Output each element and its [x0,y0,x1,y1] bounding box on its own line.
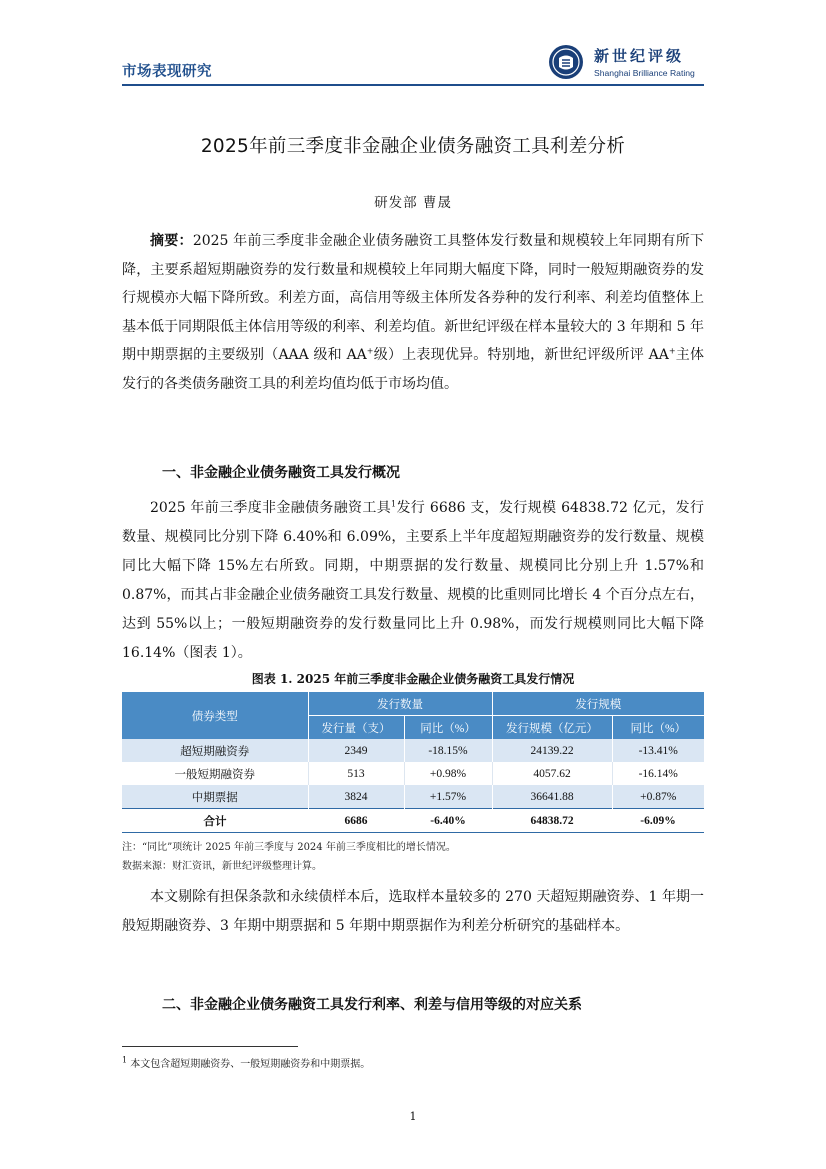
table-cell: -18.15% [404,739,492,762]
table-cell: +0.98% [404,762,492,785]
footnote-divider [122,1046,298,1047]
abstract-sup-2: + [668,346,676,356]
abstract-paragraph [122,227,704,399]
document-author: 研发部 曹晟 [374,195,452,211]
table-header-group-count: 发行数量 [308,692,492,716]
header-brand-name: 新世纪评级 [594,47,685,65]
footnote-ref-1[interactable]: 1 [391,499,397,509]
section-1-paragraph [122,494,704,668]
table-row [122,762,704,785]
table-cell: 4057.62 [492,762,612,785]
table-cell: -16.14% [612,762,704,785]
abstract-text-3: 主体发行的各类债务融资工具的利差均值均低于市场均值。 [122,347,705,392]
table-cell: 6686 [308,809,404,833]
table-cell: -13.41% [612,739,704,762]
abstract-text-1: 2025 年前三季度非金融企业债务融资工具整体发行数量和规模较上年同期有所下降，主要系超短期融资券的发行数量和规模较上年同期大幅度下降，同时一般短期融资券的发行规模亦大幅下降所致。利差方面，高信用等级主体所发各券种的发行利率、利差均值整体上基本低于同期限低主体信用等级的利率、利差均值。新世纪评级在样本量较大的 3 年期和 5 年期中期票据的主要级别（AAA 级和 AA [122,233,705,364]
table-row-total [122,809,704,833]
table-cell: 513 [308,762,404,785]
footnote-mark: 1 [122,1055,128,1065]
table-source: 数据来源：财汇资讯，新世纪评级整理计算。 [122,861,322,872]
table-cell-type: 中期票据 [122,785,308,809]
table-subheader: 发行规模（亿元） [492,716,612,740]
table-cell-type: 一般短期融资券 [174,768,255,781]
table-cell: 24139.22 [492,739,612,762]
footnote-text: 本文包含超短期融资券、一般短期融资券和中期票据。 [130,1059,371,1070]
table-header-type: 债券类型 [122,692,308,739]
table-cell: 36641.88 [492,785,612,809]
table-note: 注：“同比”项统计 2025 年前三季度与 2024 年前三季度相比的增长情况。 [122,842,456,853]
sample-paragraph: 本文剔除有担保条款和永续债样本后，选取样本量较多的 270 天超短期融资券、1 年期一般短期融资券、3 年期中期票据和 5 年期中期票据作为利差分析研究的基础样本。 [122,889,704,934]
table-row [122,785,704,809]
table-row [122,739,704,762]
header-section-title: 市场表现研究 [122,64,212,80]
document-title: 2025年前三季度非金融企业债务融资工具利差分析 [200,136,626,157]
abstract-text-2: 级）上表现优异。特别地，新世纪评级所评 AA [373,347,669,364]
section-1-text-a: 2025 年前三季度非金融债务融资工具 [150,500,392,516]
table-subheader: 同比（%） [404,716,492,740]
table-header-group-scale: 发行规模 [492,692,704,716]
table-cell: +0.87% [612,785,704,809]
brilliance-logo-icon [548,44,584,80]
header-brand-subtitle: Shanghai Brilliance Rating [594,68,695,78]
table-caption: 图表 1. 2025 年前三季度非金融企业债务融资工具发行情况 [251,672,575,686]
table-cell-type: 合计 [122,809,308,833]
table-cell: -6.40% [404,809,492,833]
section-1-heading: 一、非金融企业债务融资工具发行概况 [162,465,400,481]
section-2-heading: 二、非金融企业债务融资工具发行利率、利差与信用等级的对应关系 [162,997,582,1013]
footnote [122,1055,370,1070]
abstract-sup-1: + [366,346,374,356]
header-divider [122,84,704,86]
issuance-table [122,692,704,833]
table-subheader: 同比（%） [612,716,704,740]
table-cell: +1.57% [404,785,492,809]
page-number: 1 [409,1110,417,1123]
table-subheader: 发行量（支） [308,716,404,740]
table-cell: 3824 [308,785,404,809]
table-cell: 64838.72 [492,809,612,833]
table-cell: -6.09% [612,809,704,833]
table-cell: 2349 [308,739,404,762]
section-1-text-b: 发行 6686 支，发行规模 64838.72 亿元，发行数量、规模同比分别下降 6.40%和 6.09%，主要系上半年度超短期融资券的发行数量、规模同比大幅下降 15%左右所致。同期，中期票据的发行数量、规模同比分别上升 1.57%和 0.87%，而其占非金融企业债务融资工具发行数量、规模的比重则同比增长 4 个百分点左右，达到 55%以上；一般短期融资券的发行数量同比上升 0.98%，而发行规模则同比大幅下降 16.14%（图表 1）。 [122,500,704,661]
abstract-label: 摘要： [150,233,193,249]
table-cell-type: 超短期融资券 [122,739,308,762]
